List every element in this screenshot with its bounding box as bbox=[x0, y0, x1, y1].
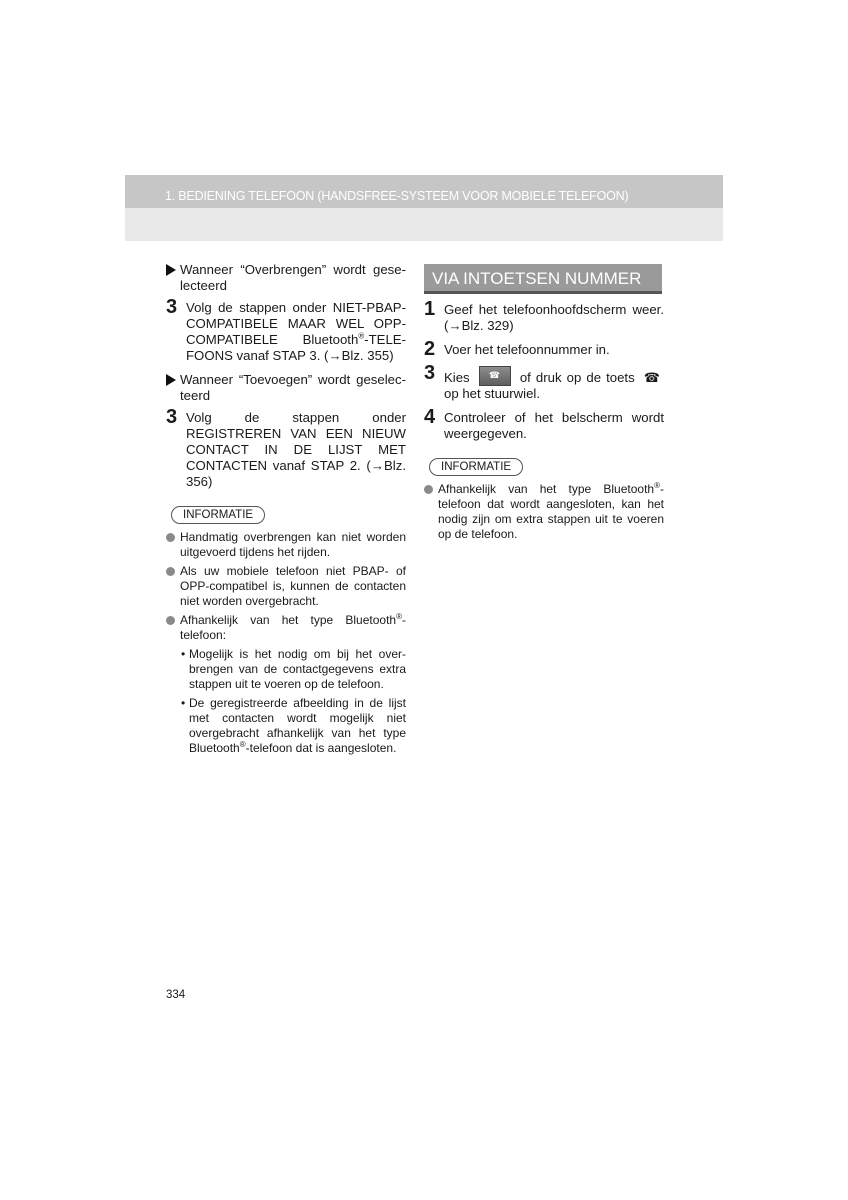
step-number: 4 bbox=[424, 406, 436, 428]
step-1: 1 Geef het telefoonhoofdscherm weer. (→Blz. 329) bbox=[424, 298, 664, 333]
info-bullet: Handmatig overbrengen kan niet worden uitgevoerd tijdens het rijden. bbox=[166, 530, 406, 560]
step-number: 3 bbox=[166, 296, 178, 318]
info-sub-bullet: • Mogelijk is het nodig om bij het overbrengen van de contactgegevens extra stappen uit te voeren op de telefoon. bbox=[181, 647, 406, 691]
page-number: 334 bbox=[166, 989, 186, 1001]
step-number: 3 bbox=[424, 362, 436, 384]
bullet-dot-icon bbox=[166, 533, 175, 542]
step-4: 4 Controleer of het belscherm wordt weergegeven. bbox=[424, 406, 664, 441]
info-sub-bullet: • De geregistreerde afbeelding in de lijst met contacten wordt mogelijk niet overgebracht afhankelijk van het type Bluetooth®-telefoon dat is aangesloten. bbox=[181, 696, 406, 755]
triangle-bullet-icon bbox=[166, 264, 176, 276]
condition-overbrengen: Wanneer “Overbrengen” wordt geselecteerd bbox=[166, 262, 406, 294]
info-bullet: Afhankelijk van het type Bluetooth®-telefoon: bbox=[166, 613, 406, 643]
header-subband bbox=[125, 208, 723, 241]
info-badge: INFORMATIE bbox=[171, 506, 265, 524]
info-badge: INFORMATIE bbox=[429, 458, 523, 476]
info-bullet: Afhankelijk van het type Bluetooth®-telefoon dat wordt aangesloten, kan het nodig zijn om extra stappen uit te voeren op de telefoon. bbox=[424, 482, 664, 542]
step-3-overbrengen: 3 Volg de stappen onder NIET-PBAP-COMPATIBELE MAAR WEL OPP-COMPATIBELE Bluetooth®-TELEFOONS vanaf STAP 3. (→Blz. 355) bbox=[166, 296, 406, 363]
info-bullet: Als uw mobiele telefoon niet PBAP- of OPP-compatibel is, kunnen de contacten niet worden overgebracht. bbox=[166, 564, 406, 609]
step-number: 2 bbox=[424, 338, 436, 360]
left-column bbox=[166, 262, 406, 760]
bullet-dot-icon bbox=[166, 616, 175, 625]
step-number: 3 bbox=[166, 406, 178, 428]
chapter-title: 1. BEDIENING TELEFOON (HANDSFREE-SYSTEEM VOOR MOBIELE TELEFOON) bbox=[165, 189, 629, 203]
section-title: VIA INTOETSEN NUMMER bbox=[424, 264, 662, 294]
step-2: 2 Voer het telefoonnummer in. bbox=[424, 338, 610, 360]
right-column bbox=[424, 264, 664, 546]
step-number: 1 bbox=[424, 298, 436, 320]
triangle-bullet-icon bbox=[166, 374, 176, 386]
bullet-dot-icon bbox=[166, 567, 175, 576]
step-3: 3 Kies ☎ of druk op de toets ☎op het stuurwiel. bbox=[424, 362, 660, 401]
condition-toevoegen: Wanneer “Toevoegen” wordt geselecteerd bbox=[166, 372, 406, 404]
phone-handset-icon: ☎ bbox=[643, 370, 660, 385]
bullet-dot-icon bbox=[424, 485, 433, 494]
step-3-toevoegen: 3 Volg de stappen onder REGISTREREN VAN EEN NIEUW CONTACT IN DE LIJST MET CONTACTEN vanaf STAP 2. (→Blz. 356) bbox=[166, 406, 406, 489]
phone-call-button-icon[interactable]: ☎ bbox=[479, 366, 511, 386]
